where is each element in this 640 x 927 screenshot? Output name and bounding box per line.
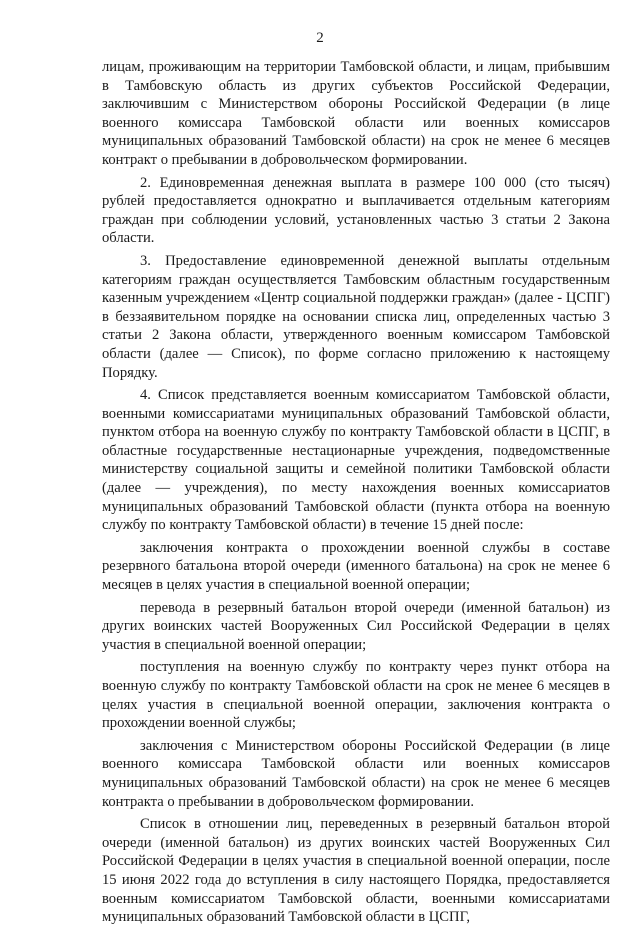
list-item-volunteer: заключения с Министерством обороны Российской Федерации (в лице военного комиссара Тамбовской области или военных комиссаров муниципальных образований Тамбовской области) на срок не менее 6 месяцев контракта о пребывании в добровольческом формировании. (102, 737, 610, 810)
page-number: 2 (316, 30, 324, 46)
paragraph-list-note: Список в отношении лиц, переведенных в резервный батальон второй очереди (именной батальон) из других воинских частей Вооруженных Сил Российской Федерации в целях участия в специальной военной операции, после 15 июня 2022 года до вступления в силу настоящего Порядка, предоставляется военным комиссариатом Тамбовской области, военными комиссариатами муниципальных образований Тамбовской области в ЦСПГ, (102, 816, 610, 926)
paragraph-item-4: 4. Список представляется военным комиссариатом Тамбовской области, военными комиссариатами муниципальных образований Тамбовской области, пунктом отбора на военную службу по контракту Тамбовской области в ЦСПГ, в областные государственные нестационарные учреждения, подведомственные министерству социальной защиты и семейной политики Тамбовской области (далее — учреждения), по месту нахождения военных комиссариатов муниципальных образований Тамбовской области (пункта отбора на военную службу по контракту Тамбовской области) в течение 15 дней после: (102, 387, 610, 534)
paragraph-item-3: 3. Предоставление единовременной денежной выплаты отдельным категориям граждан осуществляется Тамбовским областным государственным казенным учреждением «Центр социальной поддержки граждан» (далее - ЦСПГ) в беззаявительном порядке на основании списка лиц, определенных частью 3 статьи 2 Закона области, утвержденного военным комиссаром Тамбовской области (далее — Список), по форме согласно приложению к настоящему Порядку. (102, 252, 610, 381)
list-item-enlistment: поступления на военную службу по контракту через пункт отбора на военную службу по контракту Тамбовской области на срок не менее 6 месяцев в целях участия в специальной военной операции, заключения контракта о прохождении военной службы; (102, 659, 610, 732)
paragraph-item-2: 2. Единовременная денежная выплата в размере 100 000 (сто тысяч) рублей предоставляется однократно и выплачивается отдельным категориям граждан при соблюдении условий, установленных частью 3 статьи 2 Закона области. (102, 174, 610, 247)
document-body (102, 58, 610, 927)
list-item-contract: заключения контракта о прохождении военной службы в составе резервного батальона второй очереди (именного батальона) на срок не менее 6 месяцев в целях участия в специальной военной операции; (102, 539, 610, 594)
list-item-transfer: перевода в резервный батальон второй очереди (именной батальон) из других воинских частей Вооруженных Сил Российской Федерации в целях участия в специальной военной операции; (102, 599, 610, 653)
paragraph-continuation: лицам, проживающим на территории Тамбовской области, и лицам, прибывшим в Тамбовскую область из других субъектов Российской Федерации, заключившим с Министерством обороны Российской Федерации (в лице военного комиссара Тамбовской области или военных комиссаров муниципальных образований Тамбовской области) на срок не менее 6 месяцев контракт о пребывании в добровольческом формировании. (102, 59, 610, 168)
